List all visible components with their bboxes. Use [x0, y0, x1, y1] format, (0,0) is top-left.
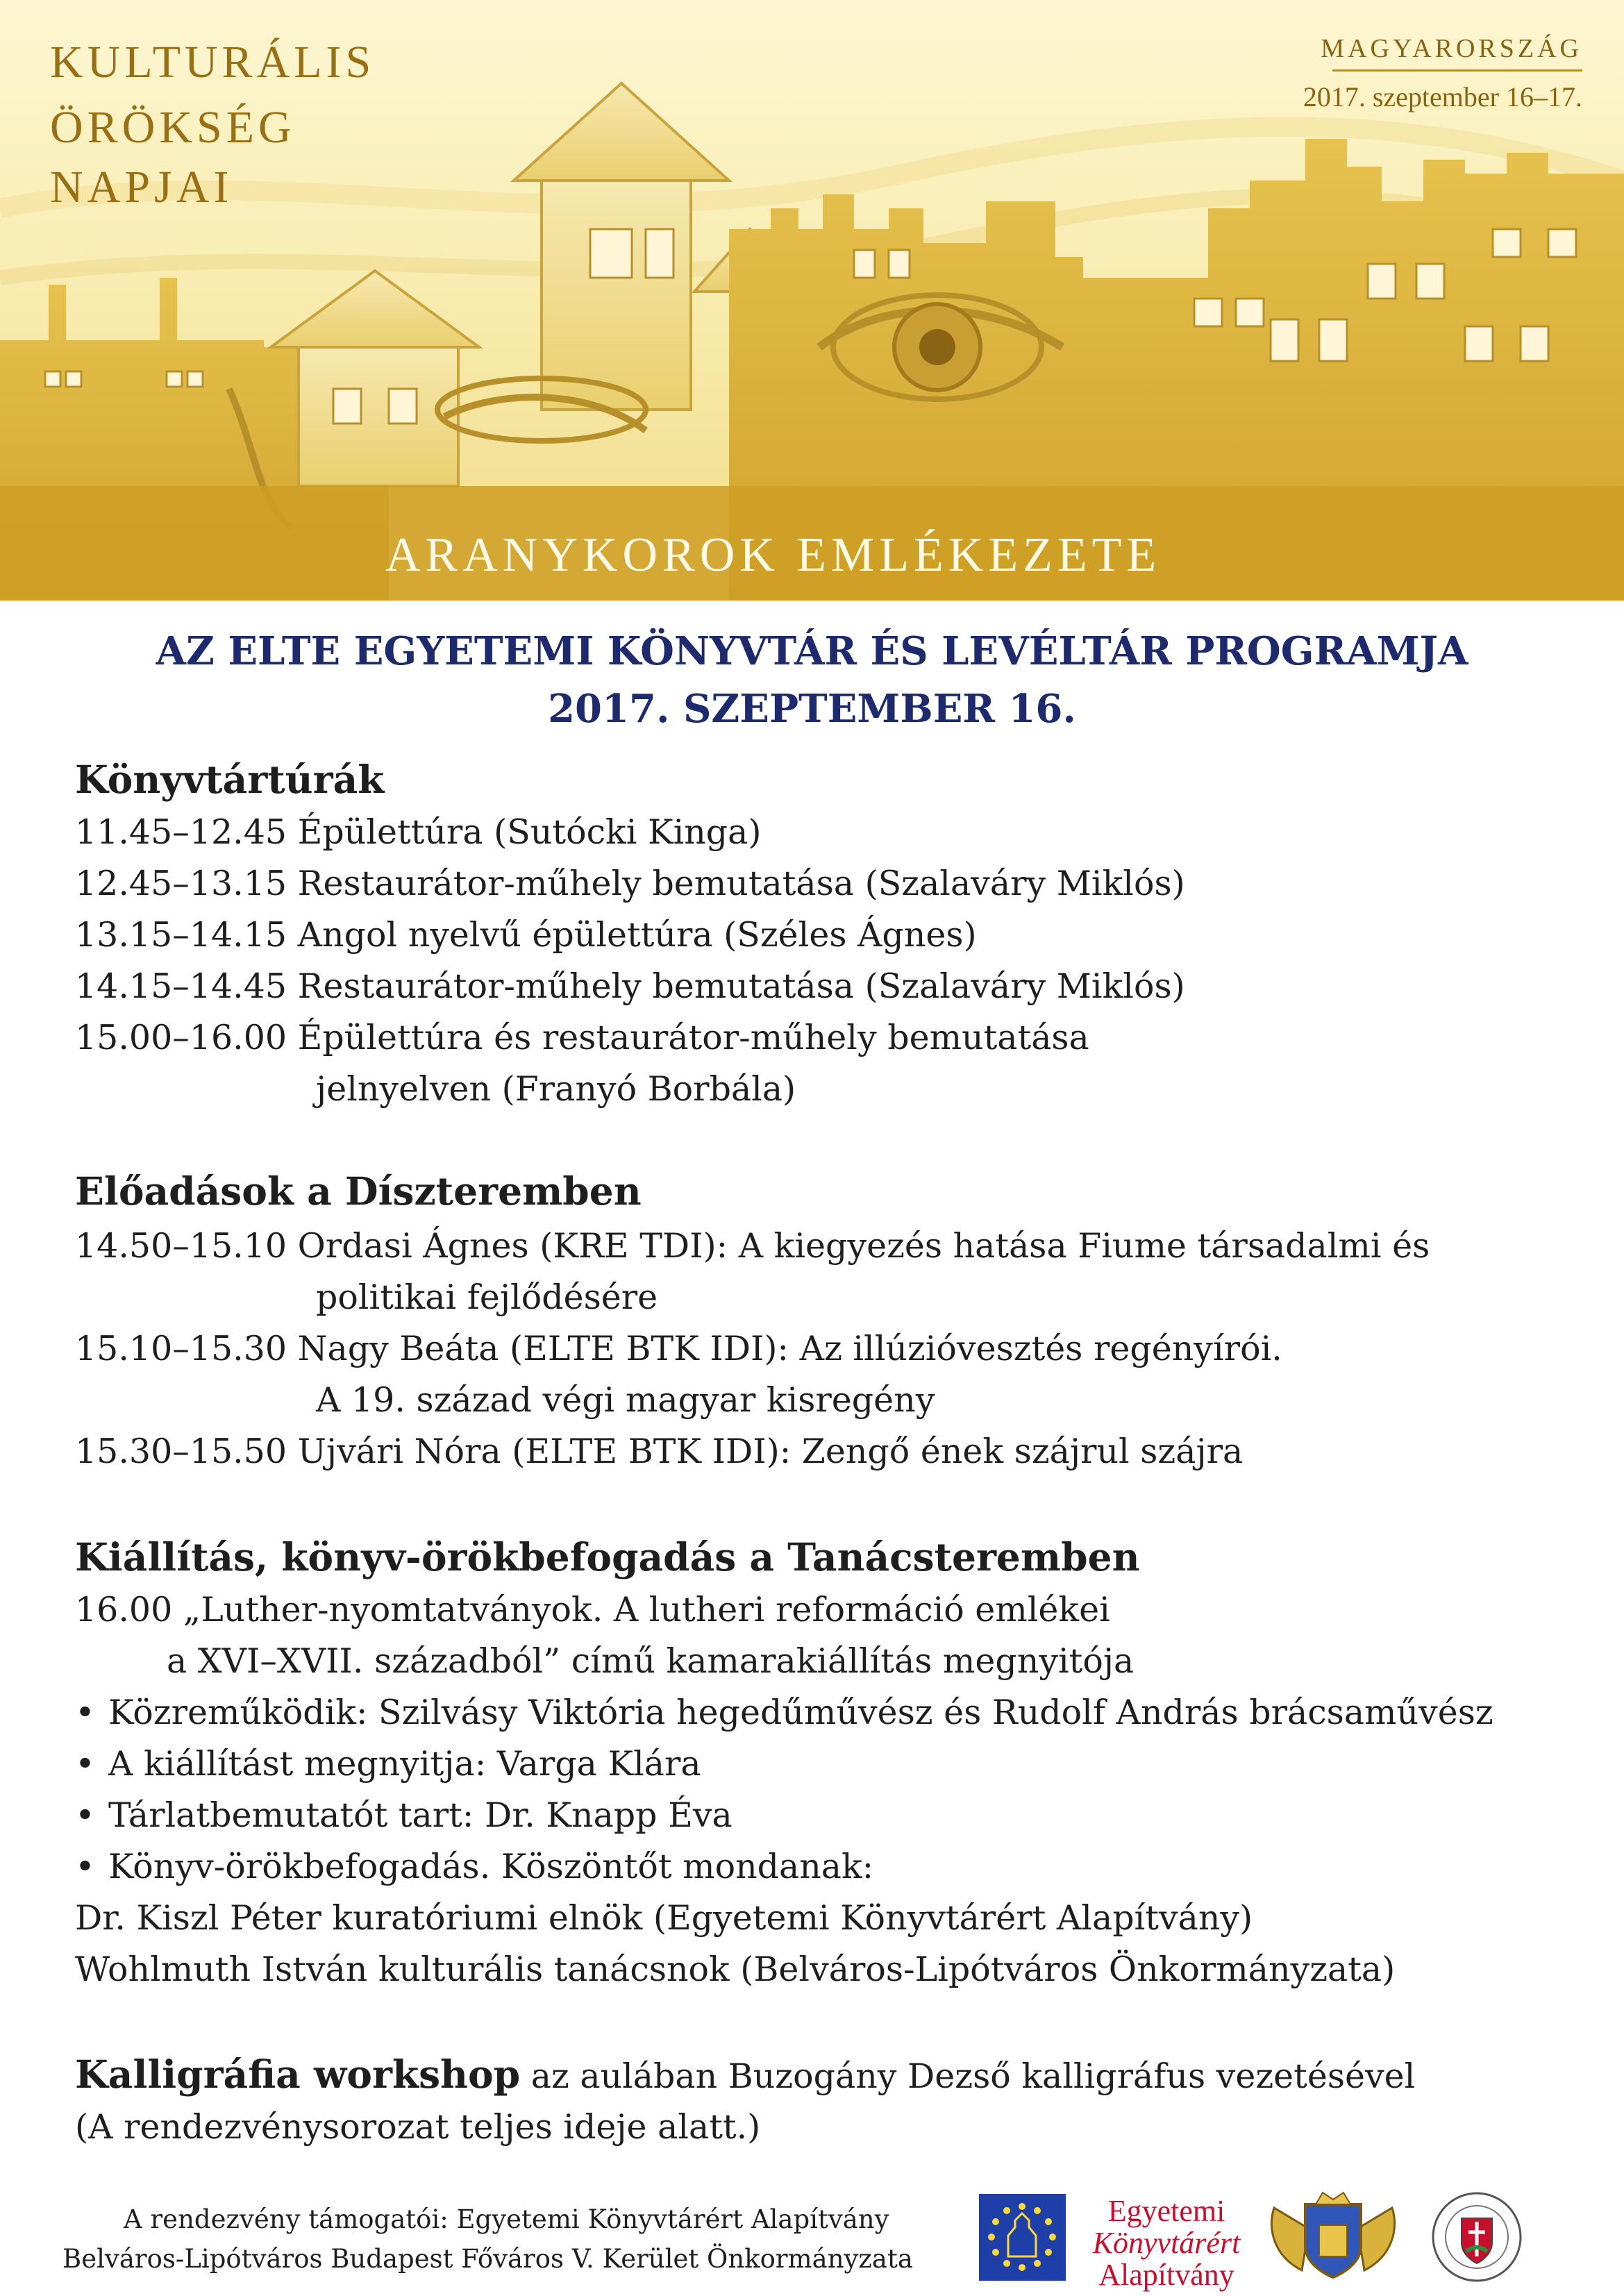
tour-line-continuation: jelnyelven (Franyó Borbála): [316, 1069, 796, 1109]
lecture-line: 15.30–15.50 Ujvári Nóra (ELTE BTK IDI): Zengő ének szájrul szájra: [75, 1432, 1244, 1471]
lecture-line-continuation: politikai fejlődésére: [316, 1277, 658, 1317]
district-coat-of-arms-logo: [1260, 2187, 1406, 2284]
tour-line: 12.45–13.15 Restaurátor-műhely bemutatása (Szalaváry Miklós): [75, 864, 1185, 903]
lecture-line-continuation: A 19. század végi magyar kisregény: [316, 1380, 935, 1420]
list-item: [75, 1847, 873, 1886]
bullet: •: [75, 1795, 95, 1835]
speaker-line: Dr. Kiszl Péter kuratóriumi elnök (Egyetemi Könyvtárért Alapítvány): [75, 1898, 1253, 1938]
sponsor-line: A rendezvény támogatói: Egyetemi Könyvtárért Alapítvány: [124, 2204, 889, 2234]
list-item: [75, 1744, 701, 1784]
program-date: 2017. SZEPTEMBER 16.: [548, 686, 1076, 732]
section-title-tours: Könyvtártúrák: [75, 757, 385, 802]
divider: [1332, 69, 1582, 72]
municipality-seal-logo: [1430, 2190, 1524, 2284]
logo-text-line: Alapítvány: [1098, 2258, 1234, 2292]
program-title: AZ ELTE EGYETEMI KÖNYVTÁR ÉS LEVÉLTÁR PROGRAMJA: [156, 628, 1468, 674]
tour-line: 15.00–16.00 Épülettúra és restaurátor-műhely bemutatása: [75, 1018, 1089, 1057]
eu-flag-logo: [979, 2194, 1066, 2281]
tour-line: 14.15–14.45 Restaurátor-műhely bemutatása (Szalaváry Miklós): [75, 966, 1185, 1006]
exhibition-line-continuation: a XVI–XVII. századból” című kamarakiállítás megnyitója: [167, 1641, 1135, 1681]
list-item: [75, 1693, 1493, 1732]
festival-title-line-2: ÖRÖKSÉG: [50, 102, 296, 153]
exhibition-line: 16.00 „Luther-nyomtatványok. A lutheri reformáció emlékei: [75, 1590, 1110, 1629]
list-item-text: A kiállítást megnyitja: Varga Klára: [108, 1744, 701, 1784]
tour-line: 11.45–12.45 Épülettúra (Sutócki Kinga): [75, 812, 762, 852]
tour-line: 13.15–14.15 Angol nyelvű épülettúra (Széles Ágnes): [75, 915, 977, 955]
lecture-line: 14.50–15.10 Ordasi Ágnes (KRE TDI): A kiegyezés hatása Fiume társadalmi és: [75, 1226, 1430, 1266]
list-item-text: Tárlatbemutatót tart: Dr. Knapp Éva: [108, 1795, 733, 1835]
logo-text-line: Könyvtárért: [1092, 2226, 1241, 2260]
bullet: •: [75, 1847, 95, 1886]
festival-title-line-1: KULTURÁLIS: [50, 37, 376, 87]
festival-title-line-3: NAPJAI: [50, 162, 233, 212]
workshop-title: Kalligráfia workshop: [75, 2052, 521, 2097]
motto: ARANYKOROK EMLÉKEZETE: [385, 528, 1162, 582]
list-item: [75, 1795, 733, 1835]
bullet: •: [75, 1693, 95, 1732]
workshop-line: [75, 2052, 1415, 2097]
logo-text-line: Egyetemi: [1107, 2194, 1225, 2228]
workshop-text: az aulában Buzogány Dezső kalligráfus vezetésével: [520, 2056, 1416, 2096]
list-item-text: Könyv-örökbefogadás. Köszöntőt mondanak:: [108, 1847, 874, 1886]
header-banner: [0, 0, 1624, 601]
sponsor-line: Belváros-Lipótváros Budapest Főváros V. Kerület Önkormányzata: [62, 2244, 913, 2274]
workshop-note: (A rendezvénysorozat teljes ideje alatt.): [75, 2107, 761, 2147]
country-label: MAGYARORSZÁG: [1321, 34, 1582, 63]
speaker-line: Wohlmuth István kulturális tanácsnok (Belváros-Lipótváros Önkormányzata): [75, 1950, 1396, 1989]
bullet: •: [75, 1744, 95, 1784]
section-title-lectures: Előadások a Díszteremben: [75, 1168, 642, 1214]
lecture-line: 15.10–15.30 Nagy Beáta (ELTE BTK IDI): Az illúzióvesztés regényírói.: [75, 1329, 1282, 1368]
list-item-text: Közreműködik: Szilvásy Viktória hegedűművész és Rudolf András brácsaművész: [108, 1693, 1493, 1732]
section-title-exhibition: Kiállítás, könyv-örökbefogadás a Tanácsteremben: [75, 1534, 1140, 1579]
egyetemi-konyvtarert-alapitvany-logo: [1080, 2195, 1253, 2291]
festival-dates: 2017. szeptember 16–17.: [1303, 81, 1582, 112]
